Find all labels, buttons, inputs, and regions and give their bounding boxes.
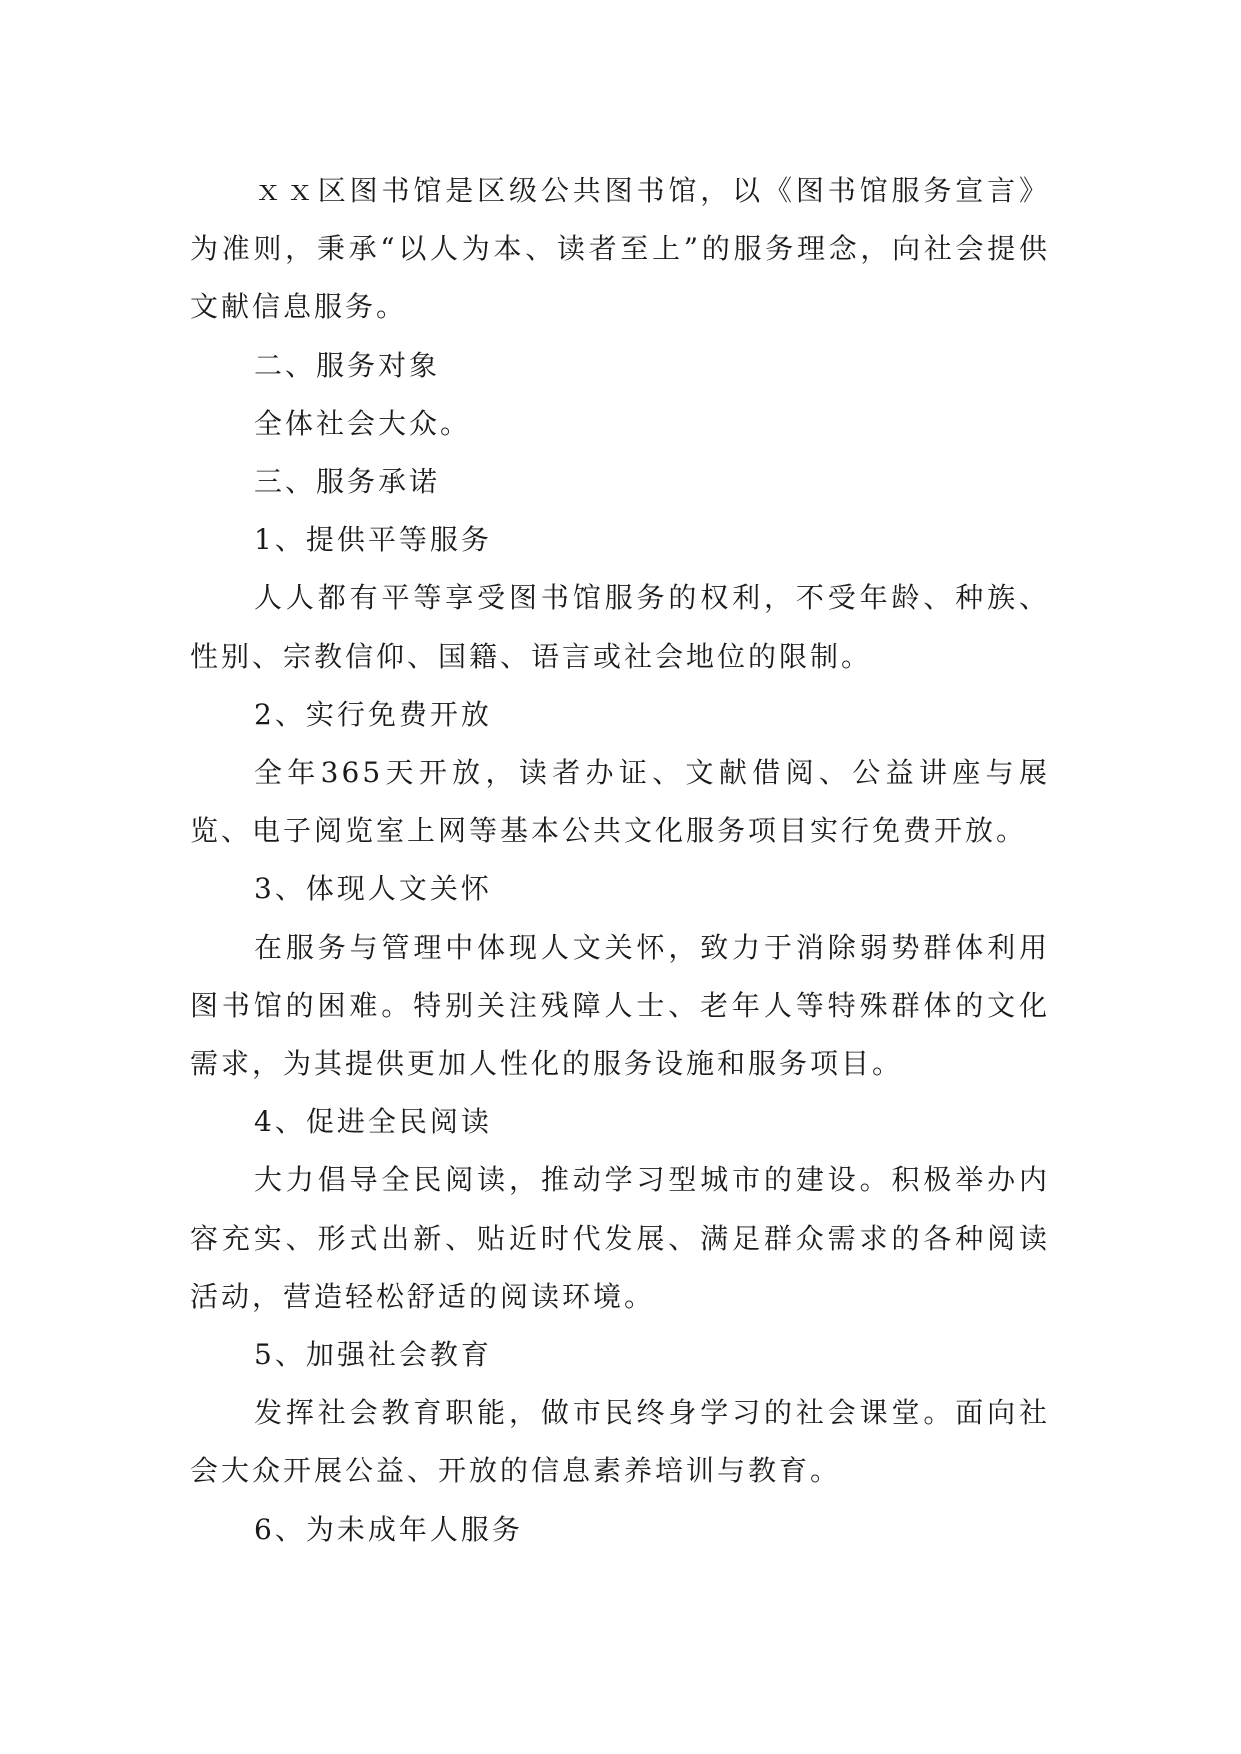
item-heading-2: 2、实行免费开放: [254, 697, 492, 731]
item-heading-3: 3、体现人文关怀: [254, 872, 492, 906]
item-paragraph-5: 发挥社会教育职能，做市民终身学习的社会课堂。面向社会大众开展公益、开放的信息素养培训与教育。: [190, 1396, 1050, 1488]
service-target-paragraph: 全体社会大众。: [254, 406, 472, 440]
item-paragraph-3: 在服务与管理中体现人文关怀，致力于消除弱势群体利用图书馆的困难。特别关注残障人士、老年人等特殊群体的文化需求，为其提供更加人性化的服务设施和服务项目。: [190, 930, 1050, 1081]
item-heading-4: 4、促进全民阅读: [254, 1105, 492, 1139]
item-heading-1: 1、提供平等服务: [254, 523, 492, 557]
item-heading-5: 5、加强社会教育: [254, 1338, 492, 1372]
item-paragraph-2: 全年365天开放，读者办证、文献借阅、公益讲座与展览、电子阅览室上网等基本公共文化服务项目实行免费开放。: [190, 756, 1050, 848]
document-body: [190, 162, 1050, 1559]
section-heading-service-target: 二、服务对象: [254, 348, 441, 382]
section-heading-service-commitment: 三、服务承诺: [254, 465, 441, 499]
item-paragraph-1: 人人都有平等享受图书馆服务的权利，不受年龄、种族、性别、宗教信仰、国籍、语言或社会地位的限制。: [190, 581, 1050, 673]
item-paragraph-4: 大力倡导全民阅读，推动学习型城市的建设。积极举办内容充实、形式出新、贴近时代发展、满足群众需求的各种阅读活动，营造轻松舒适的阅读环境。: [190, 1163, 1050, 1313]
item-heading-6: 6、为未成年人服务: [254, 1512, 523, 1546]
intro-paragraph: ｘｘ区图书馆是区级公共图书馆，以《图书馆服务宣言》为准则，秉承“以人为本、读者至上”的服务理念，向社会提供文献信息服务。: [190, 174, 1050, 324]
